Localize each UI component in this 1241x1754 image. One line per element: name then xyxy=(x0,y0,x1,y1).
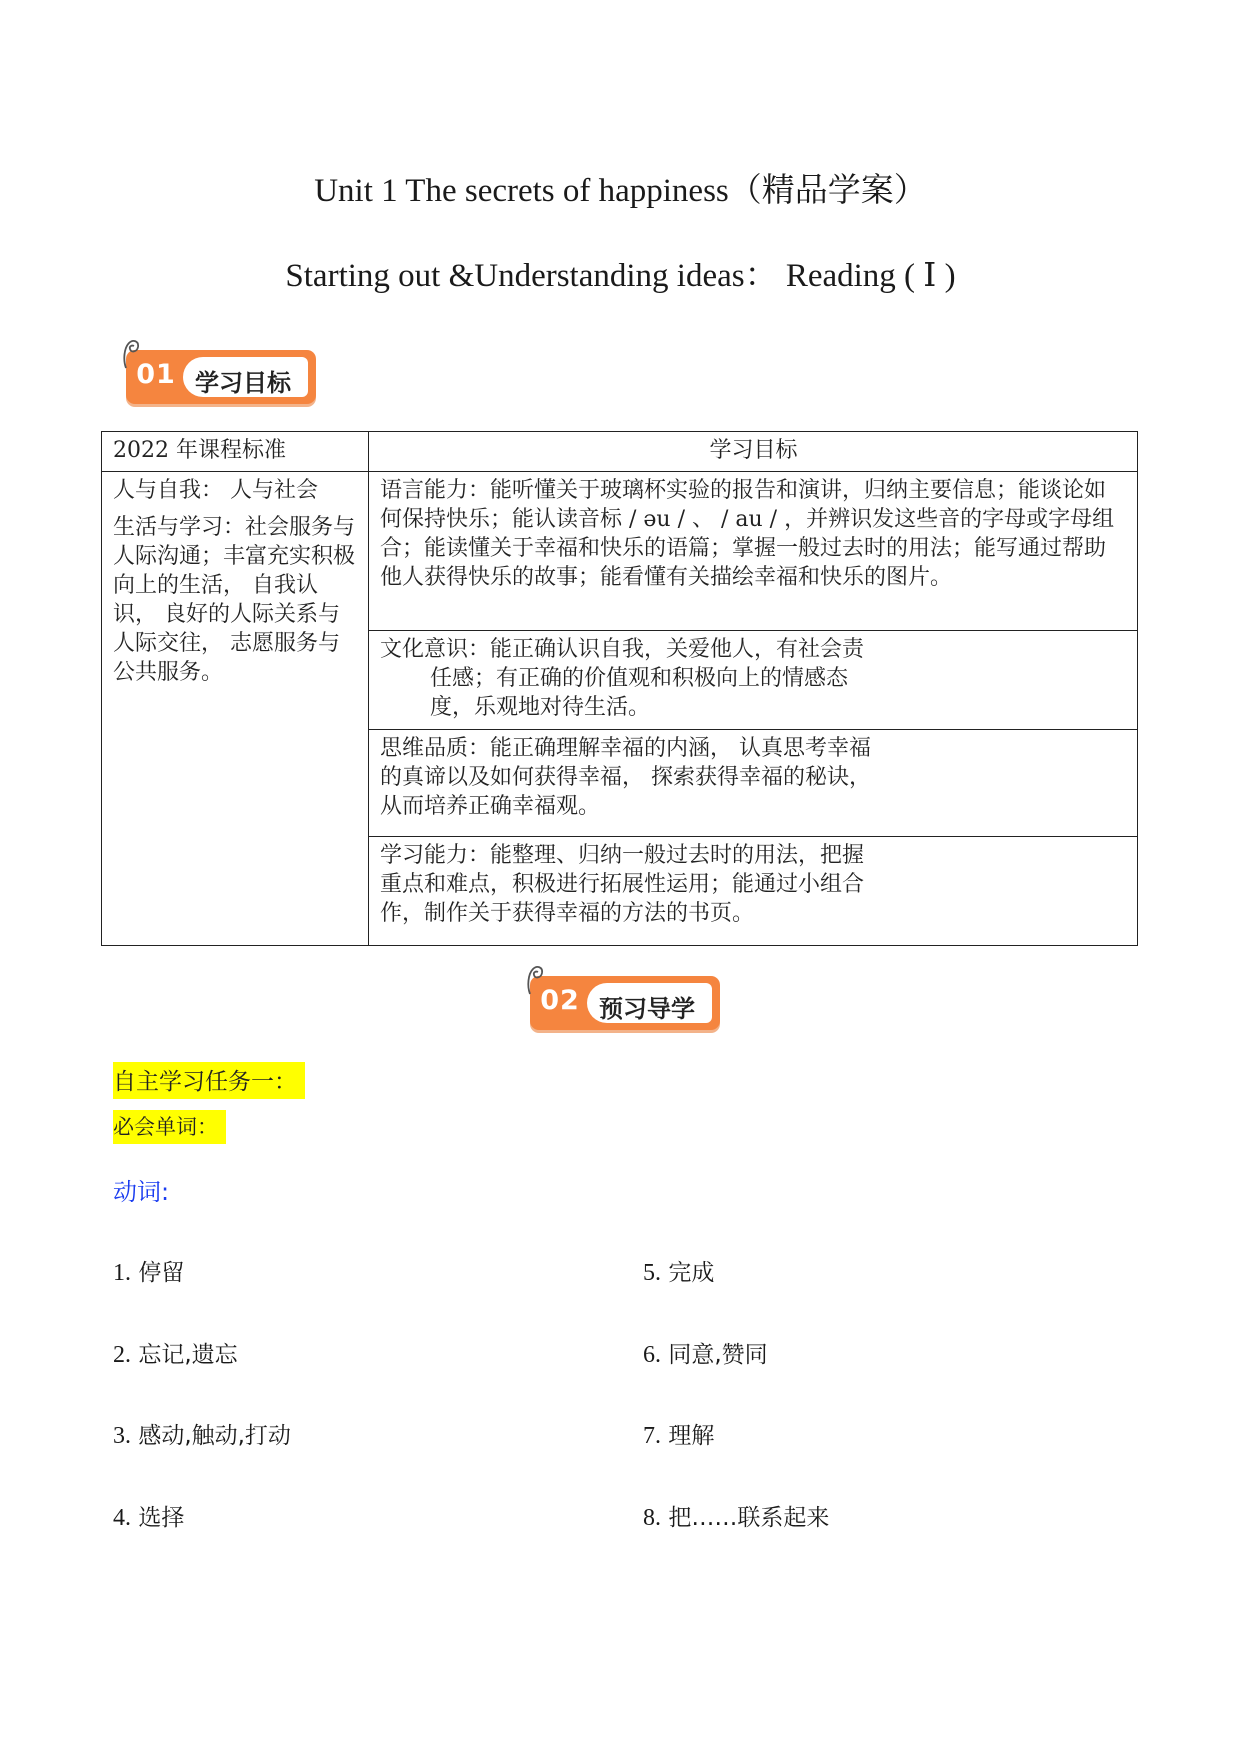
goal-learning-line: 学习能力：能整理、归纳一般过去时的用法，把握 xyxy=(380,843,865,868)
goal-language-text: 语言能力：能听懂关于玻璃杯实验的报告和演讲，归纳主要信息；能谈论如何保持快乐；能认读音标 / əu / 、 / au / ，并辨识发这些音的字母或字母组合；能读懂关于幸福和快乐的语篇；掌握一般过去时的用法；能写通过帮助他人获得快乐的故事；能看懂有关描绘幸福和快乐的图片。 xyxy=(380,478,1115,590)
section-label: 学习目标 xyxy=(195,369,291,397)
goal-thinking-line: 思维品质：能正确理解幸福的内涵， 认真思考幸福 xyxy=(380,736,871,761)
goal-culture-line: 度，乐观地对待生活。 xyxy=(430,695,651,720)
standard-cell xyxy=(102,472,369,946)
vocab-number: 6. xyxy=(643,1342,661,1368)
verbs-heading: 动词: xyxy=(113,1178,170,1206)
vocab-item xyxy=(113,1254,184,1287)
vocab-item xyxy=(643,1254,714,1287)
learning-goals-table xyxy=(101,431,1138,946)
vocab-text: 同意,赞同 xyxy=(668,1342,768,1368)
vocab-item xyxy=(113,1336,238,1369)
section-label-box xyxy=(183,357,308,397)
section-number: 02 xyxy=(540,985,580,1016)
self-study-task-heading: 自主学习任务一： xyxy=(113,1062,305,1099)
vocab-text: 停留 xyxy=(138,1260,185,1286)
vocab-text: 理解 xyxy=(668,1423,715,1449)
vocab-item xyxy=(643,1336,768,1369)
goal-learning-line: 重点和难点，积极进行拓展性运用；能通过小组合 xyxy=(380,872,865,897)
vocab-item xyxy=(113,1499,184,1532)
vocab-text: 忘记,遗忘 xyxy=(138,1342,238,1368)
goal-thinking xyxy=(369,730,1138,837)
vocab-text: 感动,触动,打动 xyxy=(138,1423,291,1449)
section-label-box xyxy=(587,983,712,1023)
vocab-number: 4. xyxy=(113,1505,131,1531)
document-title: Unit 1 The secrets of happiness（精品学案） xyxy=(314,173,927,209)
standard-theme: 人与自我： 人与社会 xyxy=(113,478,318,503)
document-subtitle: Starting out &Understanding ideas： Reading ( Ⅰ ) xyxy=(285,258,956,294)
vocab-text: 选择 xyxy=(138,1505,185,1531)
vocab-item xyxy=(643,1499,829,1532)
must-know-words-heading: 必会单词： xyxy=(113,1110,226,1144)
goal-culture xyxy=(369,631,1138,730)
standard-description: 生活与学习：社会服务与人际沟通；丰富充实积极向上的生活， 自我认识， 良好的人际关系与人际交往， 志愿服务与公共服务。 xyxy=(113,515,356,685)
vocab-number: 2. xyxy=(113,1342,131,1368)
goal-culture-line: 文化意识：能正确认识自我，关爱他人，有社会责 xyxy=(380,637,865,662)
vocab-number: 7. xyxy=(643,1423,661,1449)
section-label: 预习导学 xyxy=(599,995,695,1023)
vocab-item xyxy=(113,1417,291,1450)
goal-language xyxy=(369,472,1138,631)
vocab-number: 5. xyxy=(643,1260,661,1286)
vocab-item xyxy=(643,1417,714,1450)
header-cell-goals: 学习目标 xyxy=(369,432,1138,472)
vocab-number: 1. xyxy=(113,1260,131,1286)
goal-learning-line: 作，制作关于获得幸福的方法的书页。 xyxy=(380,901,755,926)
goal-culture-line: 任感；有正确的价值观和积极向上的情感态 xyxy=(430,666,849,691)
section-02-tag xyxy=(530,976,724,1036)
header-cell-standard: 2022 年课程标准 xyxy=(102,432,369,472)
section-number: 01 xyxy=(136,359,176,390)
vocab-text: 把……联系起来 xyxy=(668,1505,830,1531)
vocab-number: 3. xyxy=(113,1423,131,1449)
vocab-number: 8. xyxy=(643,1505,661,1531)
vocab-text: 完成 xyxy=(668,1260,715,1286)
goal-thinking-line: 从而培养正确幸福观。 xyxy=(380,794,601,819)
goal-learning xyxy=(369,837,1138,946)
goal-thinking-line: 的真谛以及如何获得幸福， 探索获得幸福的秘诀， xyxy=(380,765,871,790)
section-01-tag xyxy=(126,350,320,410)
